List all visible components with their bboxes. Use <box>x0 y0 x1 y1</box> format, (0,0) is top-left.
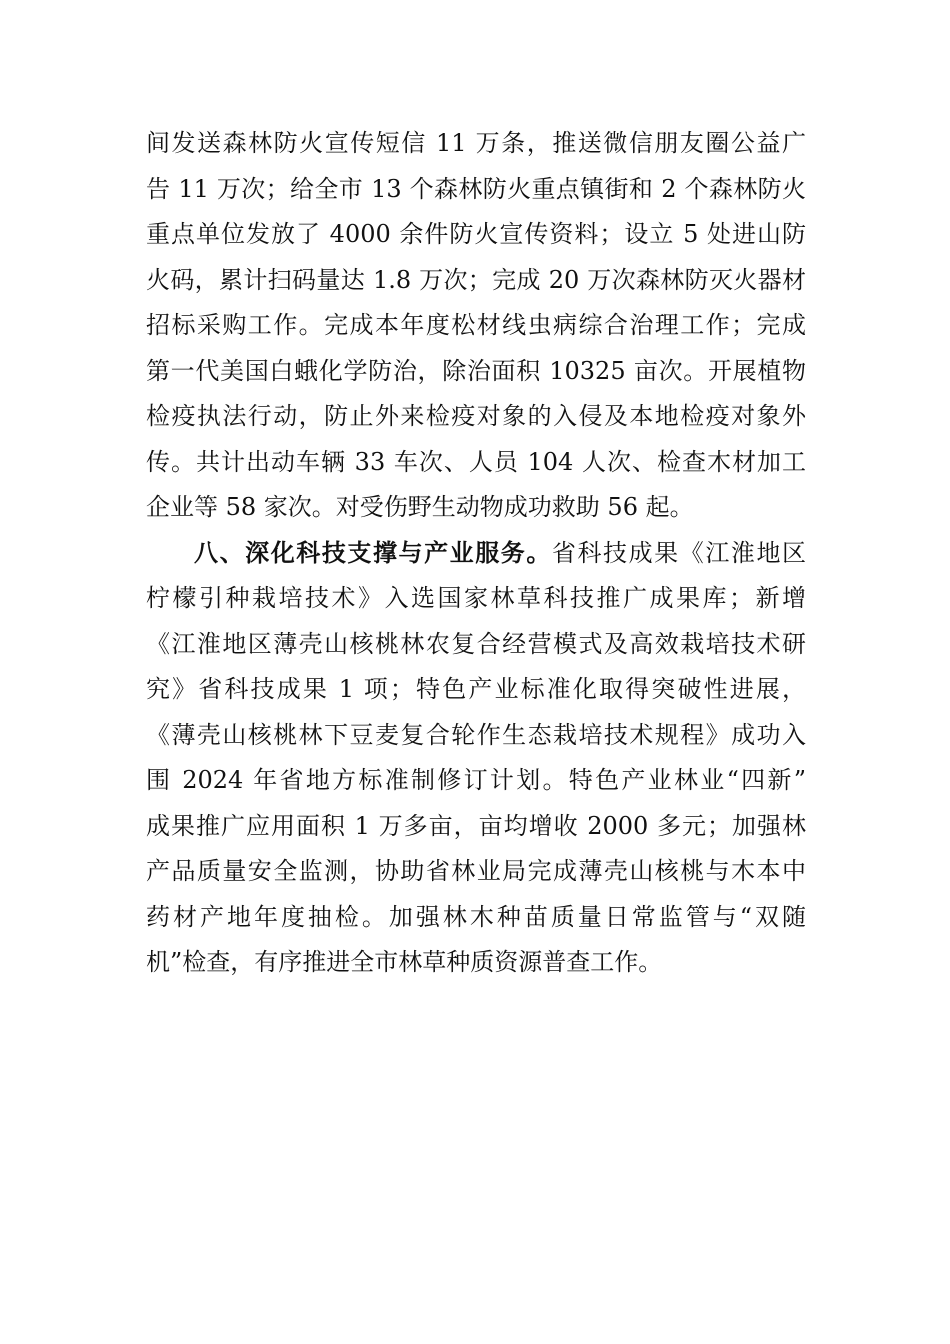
text-line <box>146 531 806 577</box>
text-line: 招标采购工作。完成本年度松材线虫病综合治理工作；完成 <box>146 311 806 339</box>
text-line: 告 11 万次；给全市 13 个森林防火重点镇街和 2 个森林防火 <box>146 174 806 203</box>
text-line: 围 2024 年省地方标准制修订计划。特色产业林业“四新” <box>146 766 806 794</box>
text-line: 机”检查，有序推进全市林草种质资源普查工作。 <box>146 948 663 976</box>
text-line: 《江淮地区薄壳山核桃林农复合经营模式及高效栽培技术研 <box>146 629 806 658</box>
text-line: 检疫执法行动，防止外来检疫对象的入侵及本地检疫对象外 <box>146 402 806 430</box>
document-page <box>146 121 806 986</box>
text-line: 究》省科技成果 1 项；特色产业标准化取得突破性进展， <box>146 675 806 703</box>
paragraph-tech-support <box>146 531 806 986</box>
section-heading: 八、深化科技支撑与产业服务。 <box>194 538 552 567</box>
paragraph-fire-prevention <box>146 121 806 531</box>
text-line: 传。共计出动车辆 33 车次、人员 104 人次、检查木材加工 <box>146 447 806 476</box>
text-line: 药材产地年度抽检。加强林木种苗质量日常监管与“双随 <box>146 902 806 931</box>
text-line: 间发送森林防火宣传短信 11 万条，推送微信朋友圈公益广 <box>146 129 806 157</box>
text-line: 产品质量安全监测，协助省林业局完成薄壳山核桃与木本中 <box>146 857 806 885</box>
text-line: 柠檬引种栽培技术》入选国家林草科技推广成果库；新增 <box>146 584 806 612</box>
text-line: 第一代美国白蛾化学防治，除治面积 10325 亩次。开展植物 <box>146 356 806 385</box>
text-line: 火码，累计扫码量达 1.8 万次；完成 20 万次森林防灭火器材 <box>146 265 806 294</box>
heading-line-rest: 省科技成果《江淮地区 <box>551 538 806 567</box>
text-line: 成果推广应用面积 1 万多亩，亩均增收 2000 多元；加强林 <box>146 811 806 840</box>
text-line: 重点单位发放了 4000 余件防火宣传资料；设立 5 处进山防 <box>146 220 806 248</box>
text-line: 企业等 58 家次。对受伤野生动物成功救助 56 起。 <box>146 493 694 521</box>
text-line: 《薄壳山核桃林下豆麦复合轮作生态栽培技术规程》成功入 <box>146 720 806 749</box>
